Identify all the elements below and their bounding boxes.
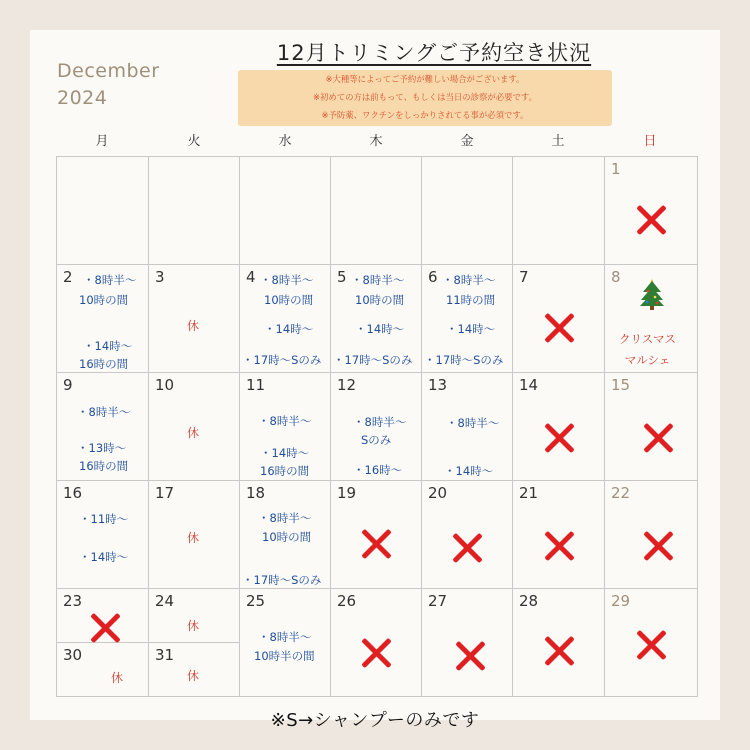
notes-banner xyxy=(238,70,612,126)
empty-cell xyxy=(331,157,422,265)
day-number: 31 xyxy=(155,646,175,664)
day-number: 30 xyxy=(63,646,83,664)
unavailable-x-icon xyxy=(634,203,668,237)
day-number: 28 xyxy=(519,592,539,610)
slot-time: ・8時半～ xyxy=(77,405,131,419)
day-number: 8 xyxy=(611,268,621,286)
day-cell-25 xyxy=(240,589,331,697)
weekday-fri: 金 xyxy=(460,134,474,149)
day-cell-3 xyxy=(149,265,240,373)
slot-time: ・17時～Sのみ xyxy=(333,353,413,367)
slot-time: ・14時～ xyxy=(260,446,310,460)
unavailable-x-icon xyxy=(641,529,675,563)
day-cell-20 xyxy=(422,481,513,589)
slot-time: ・8時半～ xyxy=(258,511,312,525)
day-cell-30 xyxy=(57,643,149,697)
day-cell-7 xyxy=(513,265,605,373)
event-line: クリスマス xyxy=(619,332,677,346)
unavailable-x-icon xyxy=(542,529,576,563)
unavailable-x-icon xyxy=(542,421,576,455)
slot-time: 10時の間 xyxy=(264,293,314,307)
empty-cell xyxy=(57,157,149,265)
closed-label: 休 xyxy=(187,319,200,333)
closed-label: 休 xyxy=(111,671,124,685)
day-number: 25 xyxy=(246,592,266,610)
note-line: ※予防薬、ワクチンをしっかりされてる事が必須です。 xyxy=(321,110,529,120)
christmas-tree-icon xyxy=(639,278,665,310)
unavailable-x-icon xyxy=(542,311,576,345)
slot-time: Sのみ xyxy=(361,433,392,447)
slot-time: ・8時半～ xyxy=(83,273,137,287)
day-number: 20 xyxy=(428,484,448,502)
day-cell-5 xyxy=(331,265,422,373)
closed-label: 休 xyxy=(187,619,200,633)
slot-time: ・11時～ xyxy=(79,512,129,526)
empty-cell xyxy=(240,157,331,265)
month-year: 2024 xyxy=(57,87,108,109)
slot-time: ・14時～ xyxy=(83,339,133,353)
slot-time: ・14時～ xyxy=(444,464,494,478)
day-cell-10 xyxy=(149,373,240,481)
day-cell-11 xyxy=(240,373,331,481)
day-cell-2 xyxy=(57,265,149,373)
day-number: 26 xyxy=(337,592,357,610)
day-cell-15 xyxy=(605,373,698,481)
slot-time: ・14時～ xyxy=(264,322,314,336)
day-number: 16 xyxy=(63,484,83,502)
slot-time: 10時半の間 xyxy=(254,649,315,663)
slot-time: ・8時半～ xyxy=(353,415,407,429)
day-cell-21 xyxy=(513,481,605,589)
slot-time: 10時の間 xyxy=(355,293,405,307)
empty-cell xyxy=(149,157,240,265)
day-number: 23 xyxy=(63,592,83,610)
unavailable-x-icon xyxy=(542,634,576,668)
day-number: 7 xyxy=(519,268,529,286)
day-number: 29 xyxy=(611,592,631,610)
empty-cell xyxy=(422,157,513,265)
day-number: 2 xyxy=(63,268,73,286)
day-number: 17 xyxy=(155,484,175,502)
day-number: 21 xyxy=(519,484,539,502)
day-cell-19 xyxy=(331,481,422,589)
slot-time: ・16時～ xyxy=(353,463,403,477)
day-cell-28 xyxy=(513,589,605,697)
day-cell-27 xyxy=(422,589,513,697)
day-cell-8 xyxy=(605,265,698,373)
day-number: 5 xyxy=(337,268,347,286)
closed-label: 休 xyxy=(187,669,200,683)
slot-time: 16時の間 xyxy=(260,464,310,478)
slot-time: ・8時半～ xyxy=(442,273,496,287)
day-cell-31 xyxy=(149,643,240,697)
slot-time: ・17時～Sのみ xyxy=(242,573,322,587)
day-cell-6 xyxy=(422,265,513,373)
day-number: 14 xyxy=(519,376,539,394)
day-number: 3 xyxy=(155,268,165,286)
day-cell-4 xyxy=(240,265,331,373)
day-number: 15 xyxy=(611,376,631,394)
event-line: マルシェ xyxy=(624,353,671,367)
note-line: ※初めての方は前もって、もしくは当日の診察が必要です。 xyxy=(313,92,537,102)
day-number: 13 xyxy=(428,376,448,394)
slot-time: 16時の間 xyxy=(79,459,129,473)
day-cell-13 xyxy=(422,373,513,481)
slot-time: ・14時～ xyxy=(79,550,129,564)
empty-cell xyxy=(513,157,605,265)
day-cell-29 xyxy=(605,589,698,697)
weekday-sun: 日 xyxy=(643,134,657,149)
day-number: 27 xyxy=(428,592,448,610)
slot-time: 11時の間 xyxy=(446,293,496,307)
slot-time: ・8時半～ xyxy=(351,273,405,287)
unavailable-x-icon xyxy=(88,611,122,645)
weekday-tue: 火 xyxy=(187,134,201,149)
day-cell-22 xyxy=(605,481,698,589)
day-number: 19 xyxy=(337,484,357,502)
day-cell-9 xyxy=(57,373,149,481)
event-label xyxy=(619,329,676,371)
day-number: 9 xyxy=(63,376,73,394)
month-name: December xyxy=(57,60,160,82)
slot-time: ・14時～ xyxy=(355,322,405,336)
day-cell-17 xyxy=(149,481,240,589)
day-number: 4 xyxy=(246,268,256,286)
weekday-mon: 月 xyxy=(95,134,109,149)
unavailable-x-icon xyxy=(359,636,393,670)
day-cell-12 xyxy=(331,373,422,481)
day-cell-16 xyxy=(57,481,149,589)
day-number: 18 xyxy=(246,484,266,502)
note-line: ※大種等によってご予約が難しい場合がございます。 xyxy=(325,74,525,84)
slot-time: 10時の間 xyxy=(262,530,312,544)
slot-time: 10時の間 xyxy=(79,293,129,307)
slot-time: ・8時半～ xyxy=(258,630,312,644)
unavailable-x-icon xyxy=(453,639,487,673)
unavailable-x-icon xyxy=(634,628,668,662)
slot-time: ・17時～Sのみ xyxy=(424,353,504,367)
day-number: 24 xyxy=(155,592,175,610)
month-label xyxy=(57,58,160,112)
day-number: 6 xyxy=(428,268,438,286)
slot-time: ・8時半～ xyxy=(260,273,314,287)
page-title: 12月トリミングご予約空き状況 xyxy=(276,41,592,65)
day-number: 11 xyxy=(246,376,266,394)
weekday-wed: 水 xyxy=(278,134,292,149)
day-number: 12 xyxy=(337,376,357,394)
unavailable-x-icon xyxy=(450,531,484,565)
closed-label: 休 xyxy=(187,426,200,440)
slot-time: 16時の間 xyxy=(79,357,129,371)
day-cell-14 xyxy=(513,373,605,481)
slot-time: ・14時～ xyxy=(446,322,496,336)
closed-label: 休 xyxy=(187,531,200,545)
day-cell-23 xyxy=(57,589,149,643)
day-cell-24 xyxy=(149,589,240,643)
unavailable-x-icon xyxy=(641,421,675,455)
footer-note: ※S→シャンプーのみです xyxy=(270,710,480,731)
weekday-sat: 土 xyxy=(551,134,565,149)
slot-time: ・8時半～ xyxy=(258,414,312,428)
weekday-thu: 木 xyxy=(369,134,383,149)
day-number: 10 xyxy=(155,376,175,394)
slot-time: ・17時～Sのみ xyxy=(242,353,322,367)
calendar-grid xyxy=(56,156,698,697)
unavailable-x-icon xyxy=(359,527,393,561)
day-cell-26 xyxy=(331,589,422,697)
slot-time: ・8時半～ xyxy=(446,416,500,430)
day-number: 1 xyxy=(611,160,621,178)
day-cell-18 xyxy=(240,481,331,589)
day-number: 22 xyxy=(611,484,631,502)
slot-time: ・13時～ xyxy=(77,441,127,455)
day-cell-1 xyxy=(605,157,698,265)
